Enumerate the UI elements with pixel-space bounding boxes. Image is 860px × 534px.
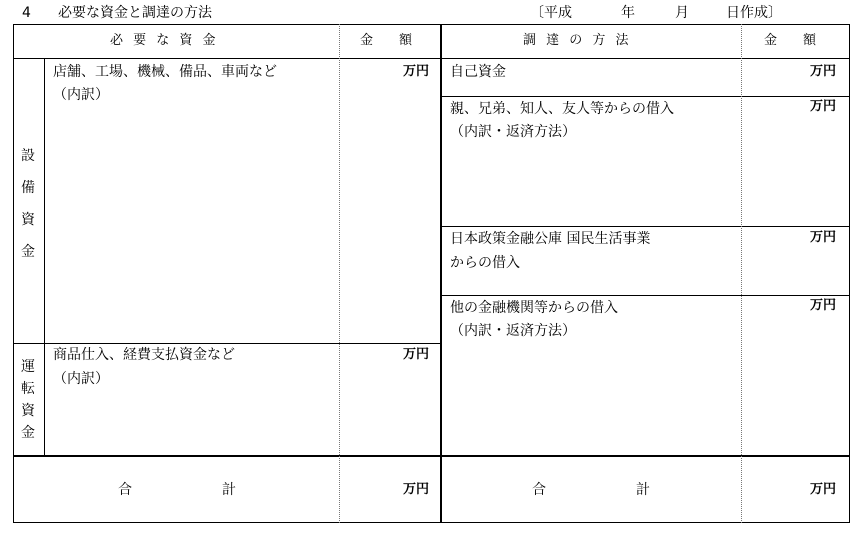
date-prefix: 〔平成 — [530, 5, 572, 21]
required-funds-header: 必 要 な 資 金 — [110, 33, 219, 48]
left-total-label-2: 計 — [222, 482, 236, 498]
operating-funds-label: 運 転 資 金 — [21, 359, 35, 441]
family-loan-sub: （内訳・返済方法） — [450, 124, 576, 140]
operating-description: 商品仕入、経費支払資金など — [53, 347, 235, 363]
date-month-label: 月 — [675, 5, 689, 21]
funding-method-header: 調 達 の 方 法 — [523, 33, 632, 48]
section-number: 4 — [22, 5, 31, 21]
equipment-unit: 万円 — [403, 64, 430, 79]
right-total-unit: 万円 — [810, 482, 837, 497]
other-loan-unit: 万円 — [810, 298, 837, 313]
family-loan-label: 親、兄弟、知人、友人等からの借入 — [450, 101, 674, 117]
right-total-label-2: 計 — [636, 482, 650, 498]
own-funds-unit: 万円 — [810, 64, 837, 79]
equipment-breakdown-label: （内訳） — [53, 87, 109, 103]
right-amount-header: 金 額 — [764, 33, 817, 48]
family-loan-unit: 万円 — [810, 99, 837, 114]
left-total-unit: 万円 — [403, 482, 430, 497]
jfc-loan-sub: からの借入 — [450, 255, 520, 271]
operating-unit: 万円 — [403, 347, 430, 362]
own-funds-label: 自己資金 — [450, 64, 506, 80]
date-day-suffix: 日作成〕 — [726, 5, 782, 21]
jfc-loan-label: 日本政策金融公庫 国民生活事業 — [450, 231, 651, 247]
equipment-description: 店舗、工場、機械、備品、車両など — [53, 64, 277, 80]
section-title: 必要な資金と調達の方法 — [58, 5, 212, 21]
right-total-label-1: 合 — [532, 482, 546, 498]
other-loan-label: 他の金融機関等からの借入 — [450, 300, 618, 316]
operating-breakdown-label: （内訳） — [53, 371, 109, 387]
date-year-label: 年 — [621, 5, 635, 21]
jfc-loan-unit: 万円 — [810, 230, 837, 245]
left-total-label-1: 合 — [118, 482, 132, 498]
equipment-funds-label: 設 備 資 金 — [21, 148, 35, 260]
other-loan-sub: （内訳・返済方法） — [450, 323, 576, 339]
left-amount-header: 金 額 — [360, 33, 413, 48]
